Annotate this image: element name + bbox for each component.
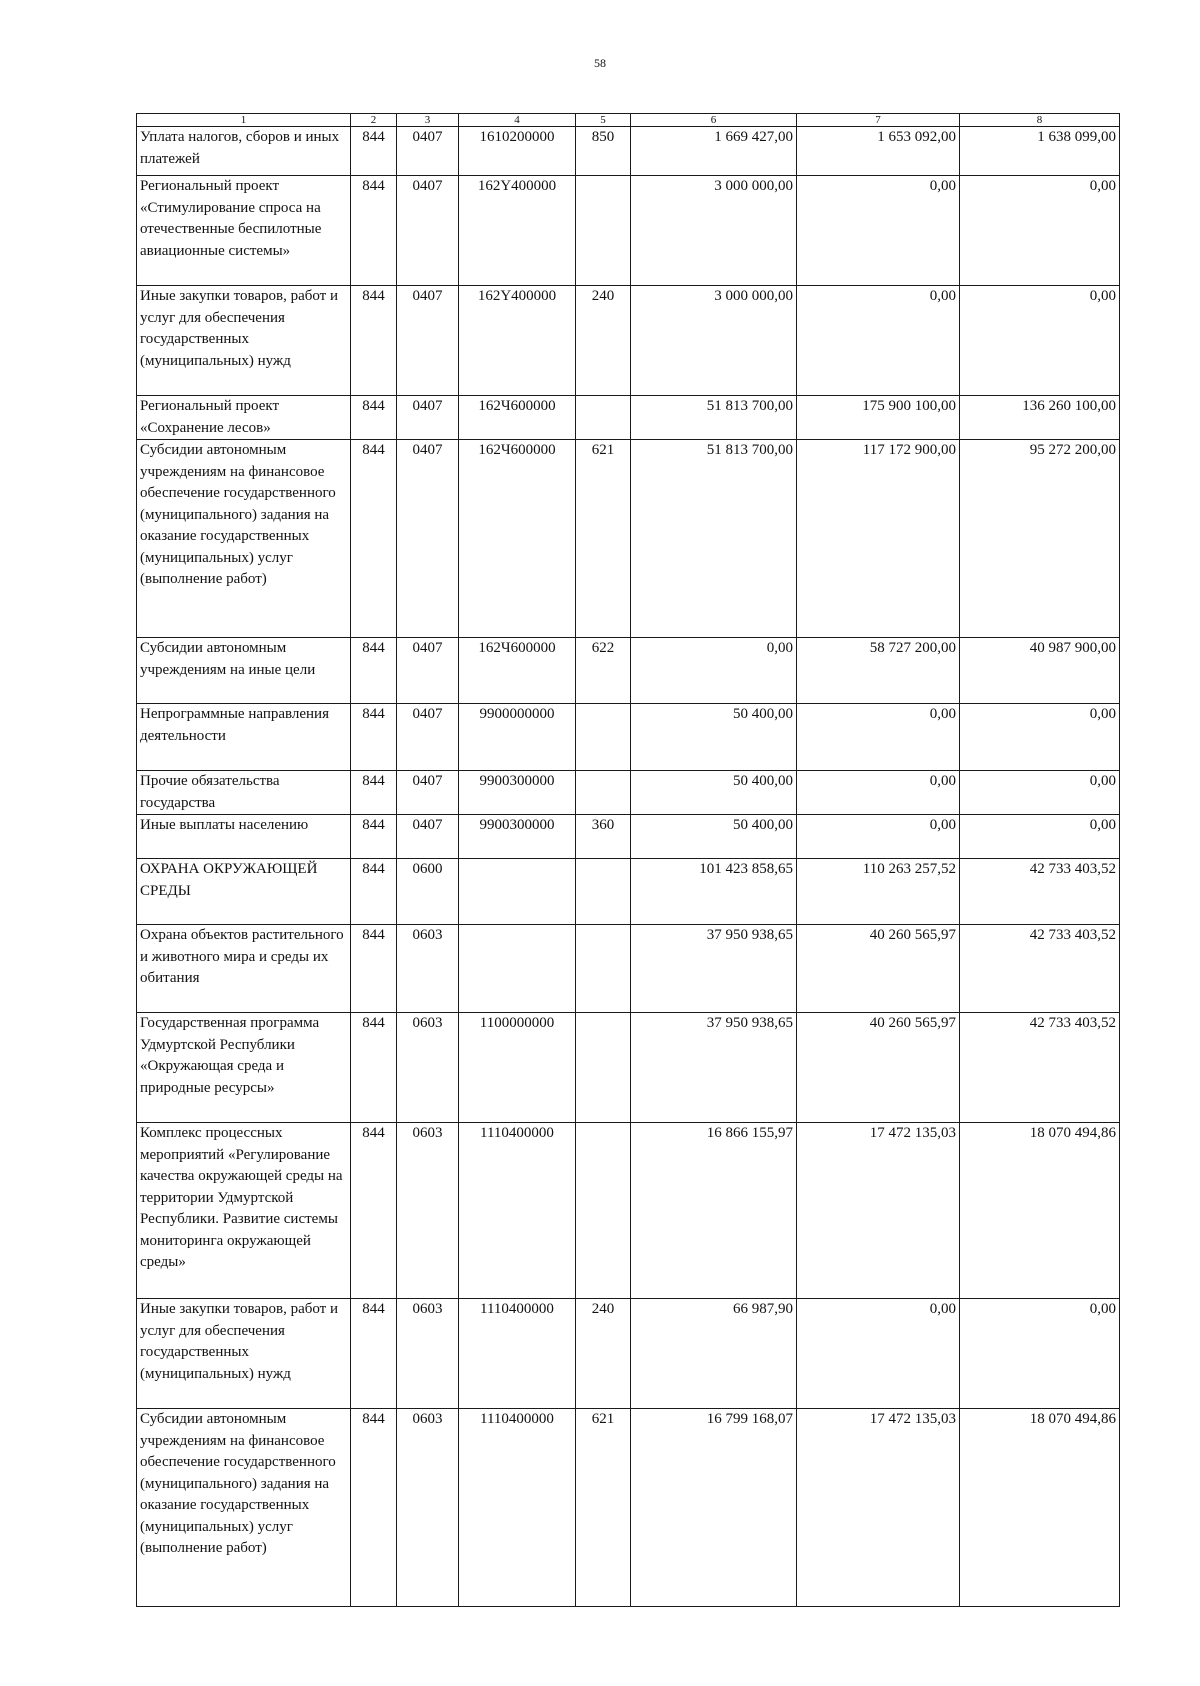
- amount-col-8: 95 272 200,00: [960, 440, 1120, 638]
- amount-col-8: 18 070 494,86: [960, 1409, 1120, 1607]
- row-name: Иные закупки товаров, работ и услуг для обеспечения государственных (муниципальных) нужд: [137, 286, 351, 396]
- target-article-code: 1110400000: [459, 1409, 576, 1607]
- amount-col-6: 1 669 427,00: [631, 127, 797, 176]
- amount-col-8: 42 733 403,52: [960, 1013, 1120, 1123]
- section-code: 0600: [397, 859, 459, 925]
- column-number: 2: [351, 114, 397, 127]
- table-row: [137, 704, 1120, 771]
- table-row: [137, 859, 1120, 925]
- amount-col-8: 40 987 900,00: [960, 638, 1120, 704]
- expense-type-code: 621: [576, 1409, 631, 1607]
- section-code: 0407: [397, 440, 459, 638]
- amount-col-7: 0,00: [797, 176, 960, 286]
- column-number: 1: [137, 114, 351, 127]
- expense-type-code: 240: [576, 286, 631, 396]
- expense-type-code: [576, 396, 631, 440]
- expense-type-code: [576, 771, 631, 815]
- table-row: [137, 1299, 1120, 1409]
- table-row: [137, 396, 1120, 440]
- amount-col-8: 1 638 099,00: [960, 127, 1120, 176]
- expense-type-code: 360: [576, 815, 631, 859]
- amount-col-8: 42 733 403,52: [960, 925, 1120, 1013]
- target-article-code: 162Ч600000: [459, 638, 576, 704]
- target-article-code: [459, 925, 576, 1013]
- amount-col-6: 51 813 700,00: [631, 440, 797, 638]
- row-name: Иные выплаты населению: [137, 815, 351, 859]
- section-code: 0407: [397, 127, 459, 176]
- amount-col-7: 117 172 900,00: [797, 440, 960, 638]
- ministry-code: 844: [351, 1123, 397, 1299]
- amount-col-6: 101 423 858,65: [631, 859, 797, 925]
- table-row: [137, 1409, 1120, 1607]
- row-name: Прочие обязательства государства: [137, 771, 351, 815]
- table-row: [137, 771, 1120, 815]
- expense-type-code: [576, 1123, 631, 1299]
- table-row: [137, 1123, 1120, 1299]
- amount-col-7: 17 472 135,03: [797, 1409, 960, 1607]
- section-code: 0603: [397, 1409, 459, 1607]
- amount-col-6: 50 400,00: [631, 815, 797, 859]
- amount-col-7: 110 263 257,52: [797, 859, 960, 925]
- section-code: 0407: [397, 286, 459, 396]
- target-article-code: 1110400000: [459, 1299, 576, 1409]
- ministry-code: 844: [351, 440, 397, 638]
- section-code: 0407: [397, 638, 459, 704]
- expense-type-code: [576, 176, 631, 286]
- section-code: 0603: [397, 1123, 459, 1299]
- target-article-code: 162Y400000: [459, 176, 576, 286]
- expense-type-code: 850: [576, 127, 631, 176]
- section-code: 0603: [397, 1299, 459, 1409]
- target-article-code: [459, 859, 576, 925]
- section-code: 0407: [397, 704, 459, 771]
- target-article-code: 162Ч600000: [459, 396, 576, 440]
- expense-type-code: 240: [576, 1299, 631, 1409]
- row-name: Субсидии автономным учреждениям на финансовое обеспечение государственного (муниципального) задания на оказание государственных (муниципальных) услуг (выполнение работ): [137, 1409, 351, 1607]
- amount-col-8: 0,00: [960, 286, 1120, 396]
- table-row: [137, 176, 1120, 286]
- amount-col-7: 40 260 565,97: [797, 925, 960, 1013]
- amount-col-8: 0,00: [960, 704, 1120, 771]
- amount-col-6: 50 400,00: [631, 704, 797, 771]
- amount-col-6: 50 400,00: [631, 771, 797, 815]
- amount-col-7: 0,00: [797, 815, 960, 859]
- amount-col-6: 37 950 938,65: [631, 925, 797, 1013]
- row-name: Субсидии автономным учреждениям на иные цели: [137, 638, 351, 704]
- ministry-code: 844: [351, 925, 397, 1013]
- amount-col-7: 175 900 100,00: [797, 396, 960, 440]
- ministry-code: 844: [351, 1299, 397, 1409]
- amount-col-7: 40 260 565,97: [797, 1013, 960, 1123]
- ministry-code: 844: [351, 815, 397, 859]
- section-code: 0407: [397, 815, 459, 859]
- target-article-code: 162Y400000: [459, 286, 576, 396]
- expense-type-code: 621: [576, 440, 631, 638]
- row-name: Охрана объектов растительного и животного мира и среды их обитания: [137, 925, 351, 1013]
- amount-col-8: 0,00: [960, 815, 1120, 859]
- target-article-code: 1100000000: [459, 1013, 576, 1123]
- amount-col-6: 3 000 000,00: [631, 286, 797, 396]
- amount-col-7: 0,00: [797, 704, 960, 771]
- amount-col-7: 58 727 200,00: [797, 638, 960, 704]
- amount-col-6: 37 950 938,65: [631, 1013, 797, 1123]
- target-article-code: 9900000000: [459, 704, 576, 771]
- row-name: ОХРАНА ОКРУЖАЮЩЕЙ СРЕДЫ: [137, 859, 351, 925]
- amount-col-7: 0,00: [797, 771, 960, 815]
- amount-col-6: 66 987,90: [631, 1299, 797, 1409]
- amount-col-6: 3 000 000,00: [631, 176, 797, 286]
- column-number: 6: [631, 114, 797, 127]
- section-code: 0603: [397, 1013, 459, 1123]
- column-number: 3: [397, 114, 459, 127]
- section-code: 0603: [397, 925, 459, 1013]
- ministry-code: 844: [351, 1409, 397, 1607]
- target-article-code: 1610200000: [459, 127, 576, 176]
- row-name: Государственная программа Удмуртской Республики «Окружающая среда и природные ресурсы»: [137, 1013, 351, 1123]
- amount-col-7: 17 472 135,03: [797, 1123, 960, 1299]
- amount-col-8: 0,00: [960, 771, 1120, 815]
- target-article-code: 1110400000: [459, 1123, 576, 1299]
- amount-col-7: 0,00: [797, 286, 960, 396]
- expense-type-code: [576, 704, 631, 771]
- column-number: 8: [960, 114, 1120, 127]
- table-row: [137, 815, 1120, 859]
- ministry-code: 844: [351, 859, 397, 925]
- ministry-code: 844: [351, 771, 397, 815]
- budget-table: [136, 113, 1120, 1607]
- table-row: [137, 440, 1120, 638]
- amount-col-8: 136 260 100,00: [960, 396, 1120, 440]
- column-number: 7: [797, 114, 960, 127]
- table-row: [137, 127, 1120, 176]
- amount-col-6: 16 866 155,97: [631, 1123, 797, 1299]
- amount-col-8: 42 733 403,52: [960, 859, 1120, 925]
- page-number: 58: [594, 56, 606, 70]
- ministry-code: 844: [351, 176, 397, 286]
- row-name: Уплата налогов, сборов и иных платежей: [137, 127, 351, 176]
- amount-col-7: 1 653 092,00: [797, 127, 960, 176]
- column-number-row: [137, 114, 1120, 127]
- expense-type-code: 622: [576, 638, 631, 704]
- table-row: [137, 286, 1120, 396]
- row-name: Непрограммные направления деятельности: [137, 704, 351, 771]
- target-article-code: 9900300000: [459, 815, 576, 859]
- section-code: 0407: [397, 176, 459, 286]
- amount-col-6: 0,00: [631, 638, 797, 704]
- amount-col-6: 51 813 700,00: [631, 396, 797, 440]
- row-name: Субсидии автономным учреждениям на финансовое обеспечение государственного (муниципального) задания на оказание государственных (муниципальных) услуг (выполнение работ): [137, 440, 351, 638]
- amount-col-6: 16 799 168,07: [631, 1409, 797, 1607]
- amount-col-8: 18 070 494,86: [960, 1123, 1120, 1299]
- expense-type-code: [576, 1013, 631, 1123]
- amount-col-8: 0,00: [960, 176, 1120, 286]
- target-article-code: 162Ч600000: [459, 440, 576, 638]
- ministry-code: 844: [351, 396, 397, 440]
- row-name: Иные закупки товаров, работ и услуг для обеспечения государственных (муниципальных) нужд: [137, 1299, 351, 1409]
- table-row: [137, 1013, 1120, 1123]
- expense-type-code: [576, 859, 631, 925]
- section-code: 0407: [397, 771, 459, 815]
- amount-col-8: 0,00: [960, 1299, 1120, 1409]
- column-number: 5: [576, 114, 631, 127]
- ministry-code: 844: [351, 1013, 397, 1123]
- amount-col-7: 0,00: [797, 1299, 960, 1409]
- section-code: 0407: [397, 396, 459, 440]
- ministry-code: 844: [351, 286, 397, 396]
- ministry-code: 844: [351, 127, 397, 176]
- row-name: Комплекс процессных мероприятий «Регулирование качества окружающей среды на территории Удмуртской Республики. Развитие системы мониторинга окружающей среды»: [137, 1123, 351, 1299]
- expense-type-code: [576, 925, 631, 1013]
- ministry-code: 844: [351, 704, 397, 771]
- table-row: [137, 925, 1120, 1013]
- row-name: Региональный проект «Стимулирование спроса на отечественные беспилотные авиационные системы»: [137, 176, 351, 286]
- row-name: Региональный проект «Сохранение лесов»: [137, 396, 351, 440]
- table-row: [137, 638, 1120, 704]
- column-number: 4: [459, 114, 576, 127]
- target-article-code: 9900300000: [459, 771, 576, 815]
- ministry-code: 844: [351, 638, 397, 704]
